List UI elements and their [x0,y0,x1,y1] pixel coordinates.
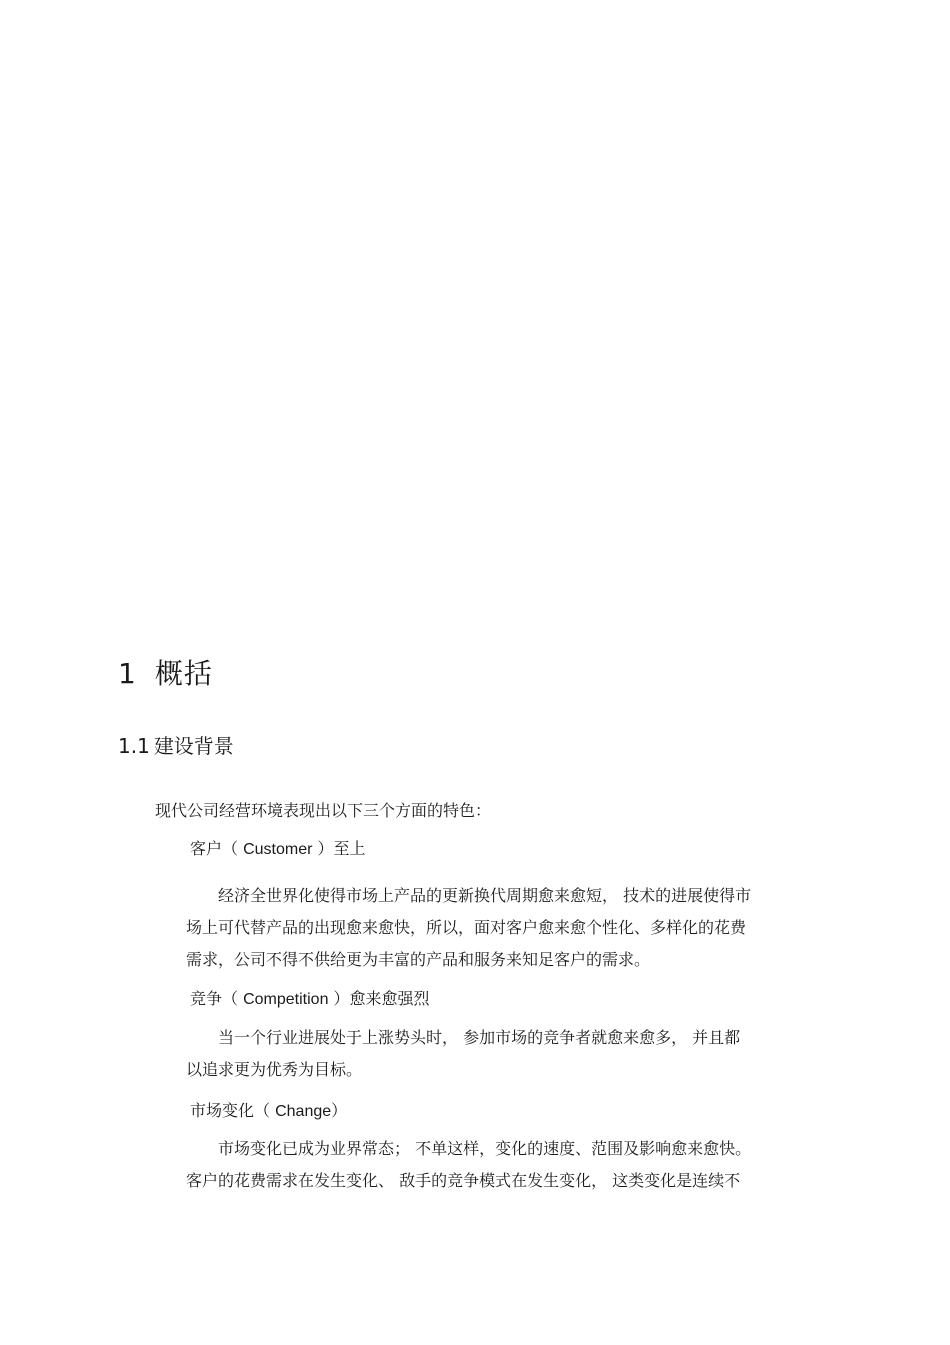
paragraph-line: 经济全世界化使得市场上产品的更新换代周期愈来愈短， 技术的进展使得市 [186,886,752,905]
feature-heading-suffix: ）愈来愈强烈 [328,989,430,1008]
feature-heading-latin: Competition [243,991,329,1008]
feature-heading-suffix: ）至上 [312,839,366,858]
paragraph-line: 客户的花费需求在发生变化、 敌手的竞争模式在发生变化， 这类变化是连续不 [186,1171,741,1190]
feature-heading-latin: Change [275,1103,332,1120]
feature-heading-prefix: 市场变化（ [190,1101,276,1120]
feature-paragraph-change [186,1133,836,1197]
paragraph-line: 场上可代替产品的出现愈来愈快，所以，面对客户愈来愈个性化、多样化的花费 [186,918,747,937]
feature-paragraph-customer [186,880,836,976]
paragraph-line: 当一个行业进展处于上涨势头时， 参加市场的竞争者就愈来愈多， 并且都 [186,1028,741,1047]
section-title: 概括 [154,657,213,690]
feature-heading-suffix: ） [331,1101,348,1120]
intro-paragraph: 现代公司经营环境表现出以下三个方面的特色： [155,801,492,820]
section-number: 1 [118,657,137,690]
feature-heading-customer [190,838,366,861]
feature-heading-prefix: 竞争（ [190,989,244,1008]
paragraph-line: 市场变化已成为业界常态； 不单这样，变化的速度、范围及影响愈来愈快。 [186,1139,752,1158]
subsection-title: 建设背景 [153,734,234,758]
feature-heading-latin: Customer [243,841,313,858]
feature-heading-competition [190,988,430,1011]
subsection-number: 1.1 [118,734,150,758]
subsection-heading [118,731,234,761]
feature-heading-prefix: 客户（ [190,839,244,858]
section-heading [118,654,213,694]
feature-paragraph-competition [186,1022,836,1086]
paragraph-line: 需求，公司不得不供给更为丰富的产品和服务来知足客户的需求。 [186,950,651,969]
paragraph-line: 以追求更为优秀为目标。 [186,1060,363,1079]
feature-heading-change [190,1100,347,1123]
